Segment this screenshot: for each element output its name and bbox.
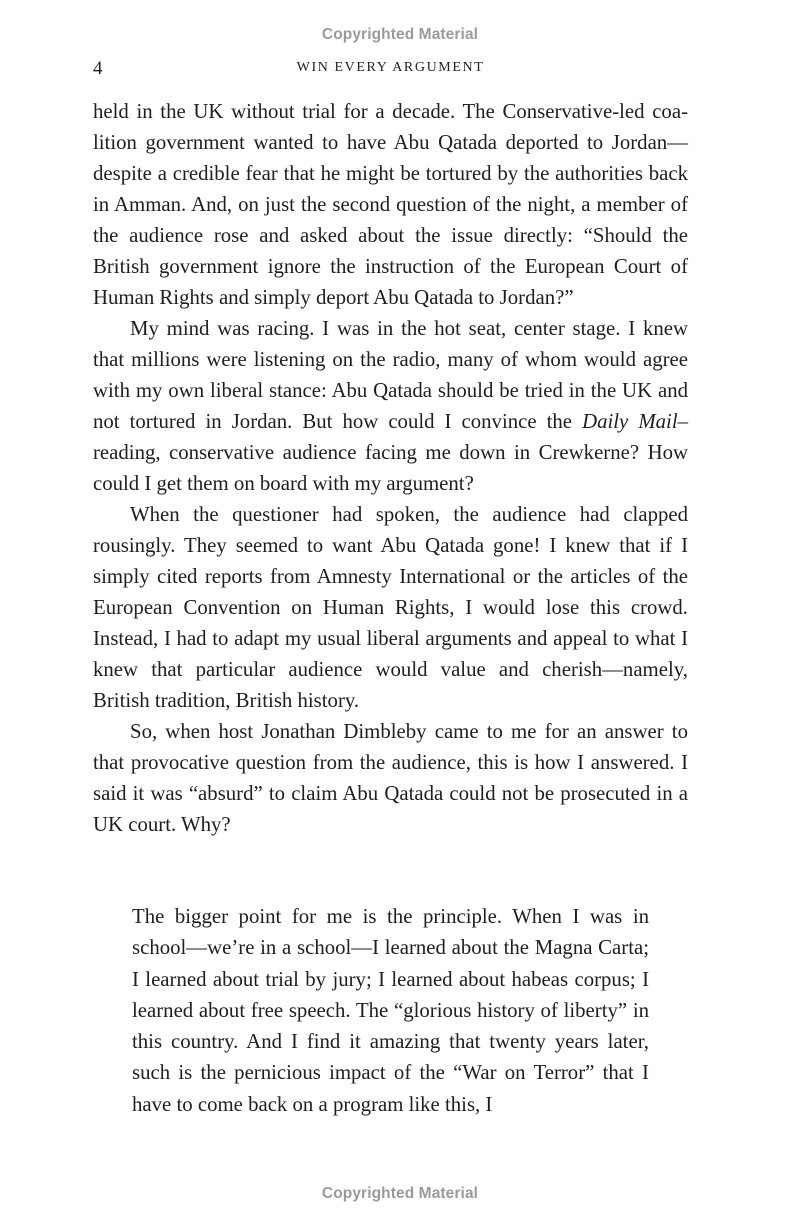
block-quote-text: The bigger point for me is the principle. When I was in school—we’re in a school—I learned about the Magna Carta; I learned about trial by jury; I learned about habeas corpus; I learned about free speech. The “glorious history of liberty” in this country. And I find it amazing that twenty years later, such is the pernicious impact of the “War on Terror” that I have to come back on a program like this, I: [132, 905, 649, 1116]
paragraph-3: When the questioner had spoken, the audience had clapped rousingly. They seemed to want Abu Qatada gone! I knew that if I simply cited reports from Amnesty International or the articles of the European Convention on Human Rights, I would lose this crowd. Instead, I had to adapt my usual liberal arguments and appeal to what I knew that particular audience would value and cherish—namely, British tradition, British history.: [93, 503, 688, 712]
copyright-watermark-top: Copyrighted Material: [321, 26, 479, 43]
copyright-watermark-bottom: Copyrighted Material: [321, 1185, 479, 1202]
paragraph-4: So, when host Jonathan Dimbleby came to me for an answer to that provocative question from the audience, this is how I answered. I said it was “absurd” to claim Abu Qatada could not be prosecuted in a UK court. Why?: [93, 720, 688, 836]
newspaper-title: Daily Mail: [582, 410, 678, 433]
page-number: 4: [93, 58, 103, 79]
paragraph-1: held in the UK without trial for a decade. The Conservative-led coalition government wanted to have Abu Qatada deported to Jordan—despite a credible fear that he might be tortured by the authorities back in Amman. And, on just the second question of the night, a member of the audience rose and asked about the issue directly: “Should the British government ignore the instruction of the European Court of Human Rights and simply deport Abu Qatada to Jordan?”: [93, 100, 688, 309]
block-quote: [132, 901, 649, 1120]
paragraph-2-text-end: –reading, conservative audience facing me down in Crewkerne? How could I get them on board with my argument?: [93, 410, 689, 495]
paragraph-2-text-start: My mind was racing. I was in the hot seat, center stage. I knew that millions were listening on the radio, many of whom would agree with my own liberal stance: Abu Qatada should be tried in the UK and not tortured in Jordan. But how could I convince the: [93, 317, 688, 433]
book-title: WIN EVERY ARGUMENT: [296, 60, 485, 75]
body-text: [93, 96, 688, 840]
paragraph-2: [93, 313, 688, 499]
running-head: [93, 58, 688, 80]
